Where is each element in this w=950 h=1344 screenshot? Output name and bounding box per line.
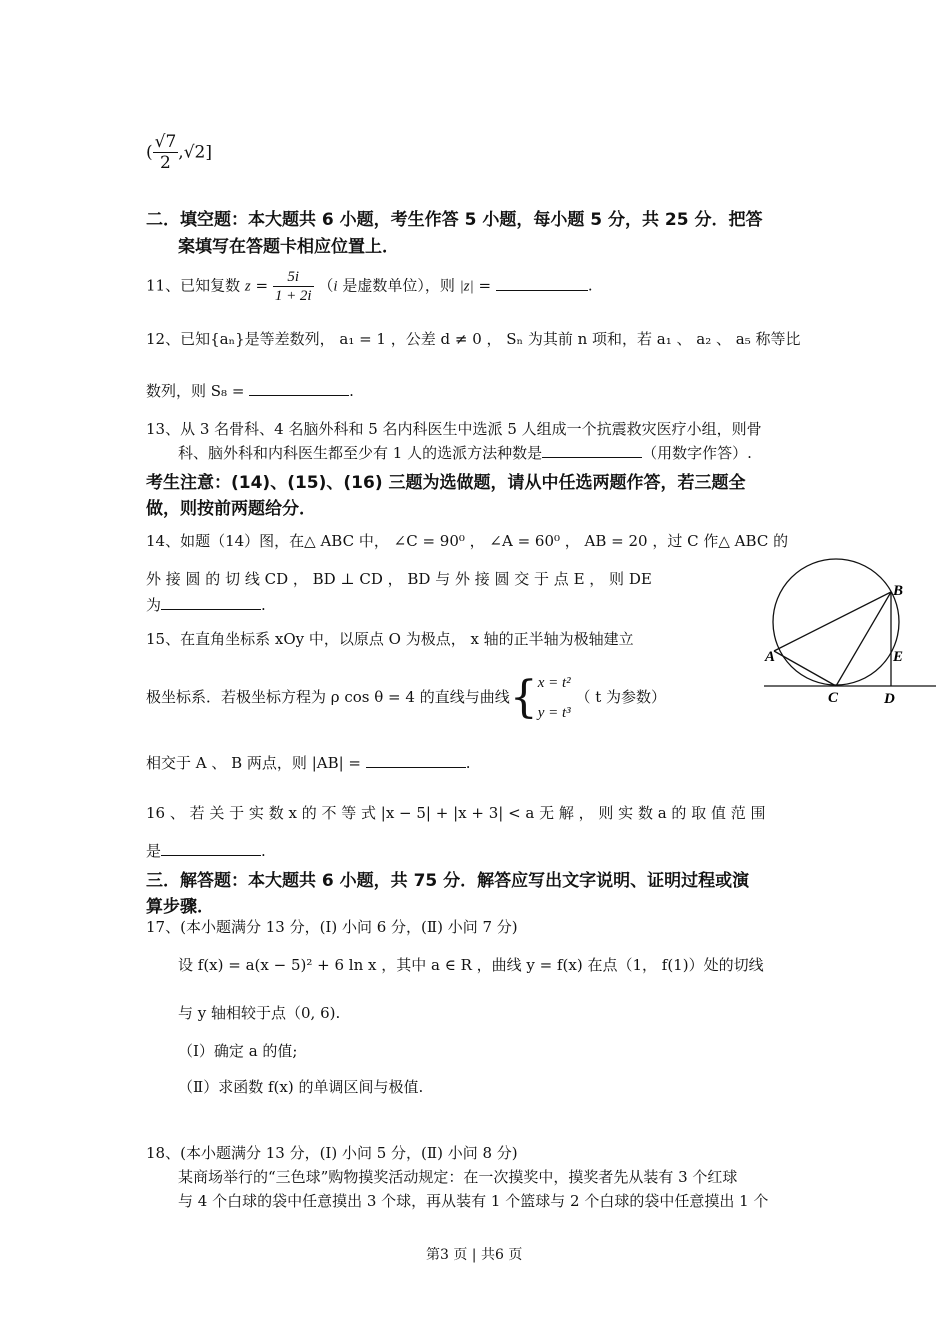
q11-end: . [587, 276, 593, 295]
q11-abs: |z| [459, 278, 474, 295]
frac-den: 2 [160, 153, 171, 174]
question-12-line1: 12、已知{aₙ}是等差数列， a₁ = 1 ，公差 d ≠ 0 ， Sₙ 为其前 n 项和，若 a₁ 、 a₂ 、 a₅ 称等比 [146, 330, 801, 348]
question-16-line1: 16 、 若 关 于 实 数 x 的 不 等 式 |x − 5| + |x + 3| < a 无 解 ， 则 实 数 a 的 取 值 范 围 [146, 804, 766, 822]
paren: ( [146, 142, 153, 163]
question-17-line1: 设 f(x) = a(x − 5)² + 6 ln x ，其中 a ∈ R ，曲线 y = f(x) 在点（1， f(1)）处的切线 [178, 956, 764, 974]
q12-end: . [349, 382, 354, 400]
note-line2: 做，则按前两题给分． [146, 499, 316, 519]
q16-text: 是 [146, 842, 162, 860]
section-3-heading-line2: 算步骤． [146, 897, 214, 917]
question-18-line2: 与 4 个白球的袋中任意摸出 3 个球，再从装有 1 个篮球与 2 个白球的袋中任意摸出 1 个 [178, 1192, 769, 1210]
answer-blank[interactable] [496, 289, 588, 291]
question-14-line3 [146, 594, 266, 615]
section-3-heading-line1: 三．解答题：本大题共 6 小题，共 75 分．解答应写出文字说明、证明过程或演 [146, 871, 750, 891]
question-15-line1: 15、在直角坐标系 xOy 中，以原点 O 为极点， x 轴的正半轴为极轴建立 [146, 630, 634, 648]
question-11 [146, 268, 593, 305]
q14-text: 为 [146, 596, 162, 614]
param-system [538, 668, 571, 728]
question-17-line2: 与 y 轴相较于点（0, 6). [178, 1004, 341, 1022]
q12-text: 数列，则 S₈ = [146, 382, 250, 400]
circumcircle [773, 559, 899, 685]
page-footer: 第3 页 | 共6 页 [426, 1247, 523, 1263]
q16-end: . [261, 842, 266, 860]
q14-end: . [261, 596, 266, 614]
answer-blank[interactable] [161, 608, 261, 610]
q15-text-c: 相交于 A 、 B 两点，则 |AB| = [146, 754, 366, 772]
q11-text-d: = [473, 276, 496, 295]
top-interval [146, 132, 212, 174]
q11-den: 1 + 2i [274, 288, 312, 304]
label-D: D [884, 691, 895, 707]
answer-blank[interactable] [542, 456, 642, 458]
q11-text-a: 11、已知复数 [146, 276, 245, 295]
section-2-heading-line1: 二．填空题：本大题共 6 小题，考生作答 5 小题，每小题 5 分，共 25 分．把答 [146, 210, 763, 230]
geometry-figure [760, 555, 940, 715]
q13-text: 科、脑外科和内科医生都至少有 1 人的选派方法种数是 [178, 444, 543, 462]
interval-rest: ,√2] [178, 142, 212, 163]
question-15-line2 [146, 668, 666, 728]
label-E: E [893, 649, 904, 665]
answer-blank[interactable] [366, 766, 466, 768]
question-12-line2 [146, 380, 354, 401]
question-18-line1: 某商场举行的“三色球”购物摸奖活动规定：在一次摸奖中，摸奖者先从装有 3 个红球 [178, 1168, 738, 1186]
question-15-line3 [146, 752, 471, 773]
label-A: A [765, 649, 776, 665]
q11-text-b: （ [318, 276, 334, 295]
question-17-part2: （Ⅱ）求函数 f(x) 的单调区间与极值. [178, 1078, 424, 1096]
label-C: C [828, 690, 839, 706]
question-17-part1: （Ⅰ）确定 a 的值; [178, 1042, 298, 1060]
segment-AC [774, 651, 836, 686]
question-16-line2 [146, 840, 266, 861]
q11-z: z [244, 278, 251, 295]
brace: { [509, 672, 538, 723]
q11-fraction [273, 268, 314, 305]
section-2-heading-line2: 案填写在答题卡相应位置上． [178, 237, 399, 257]
question-13-line2 [178, 442, 752, 463]
q11-eq: = [250, 276, 273, 295]
note-line1: 考生注意：(14)、(15)、(16) 三题为选做题，请从中任选两题作答，若三题全 [146, 473, 746, 493]
label-B: B [893, 583, 904, 599]
fraction [153, 132, 179, 174]
q15-text-b: （ t 为参数） [575, 688, 667, 706]
question-14-line2: 外 接 圆 的 切 线 CD ， BD ⊥ CD ， BD 与 外 接 圆 交 于 点 E ， 则 DE [146, 570, 652, 588]
q11-i: i [333, 278, 338, 295]
sys-eq-1: x = t² [537, 675, 571, 691]
question-14-line1: 14、如题（14）图，在△ ABC 中， ∠C = 90⁰ ， ∠A = 60⁰ ， AB = 20 ，过 C 作△ ABC 的 [146, 532, 789, 550]
q11-text-c: 是虚数单位），则 [337, 276, 460, 295]
q11-num: 5i [273, 268, 314, 287]
question-13-line1: 13、从 3 名骨科、4 名脑外科和 5 名内科医生中选派 5 人组成一个抗震救灾医疗小组，则骨 [146, 420, 762, 438]
question-18-head: 18、(本小题满分 13 分，(Ⅰ) 小问 5 分，(Ⅱ) 小问 8 分) [146, 1144, 518, 1162]
answer-blank[interactable] [249, 394, 349, 396]
frac-num: √7 [154, 132, 177, 152]
sys-eq-2: y = t³ [537, 705, 571, 721]
q15-text: 极坐标系．若极坐标方程为 ρ cos θ = 4 的直线与曲线 [146, 688, 510, 706]
question-17-head: 17、(本小题满分 13 分，(Ⅰ) 小问 6 分，(Ⅱ) 小问 7 分) [146, 918, 518, 936]
q13-text-b: （用数字作答）. [642, 444, 752, 462]
answer-blank[interactable] [161, 854, 261, 856]
q15-end: . [465, 754, 471, 772]
